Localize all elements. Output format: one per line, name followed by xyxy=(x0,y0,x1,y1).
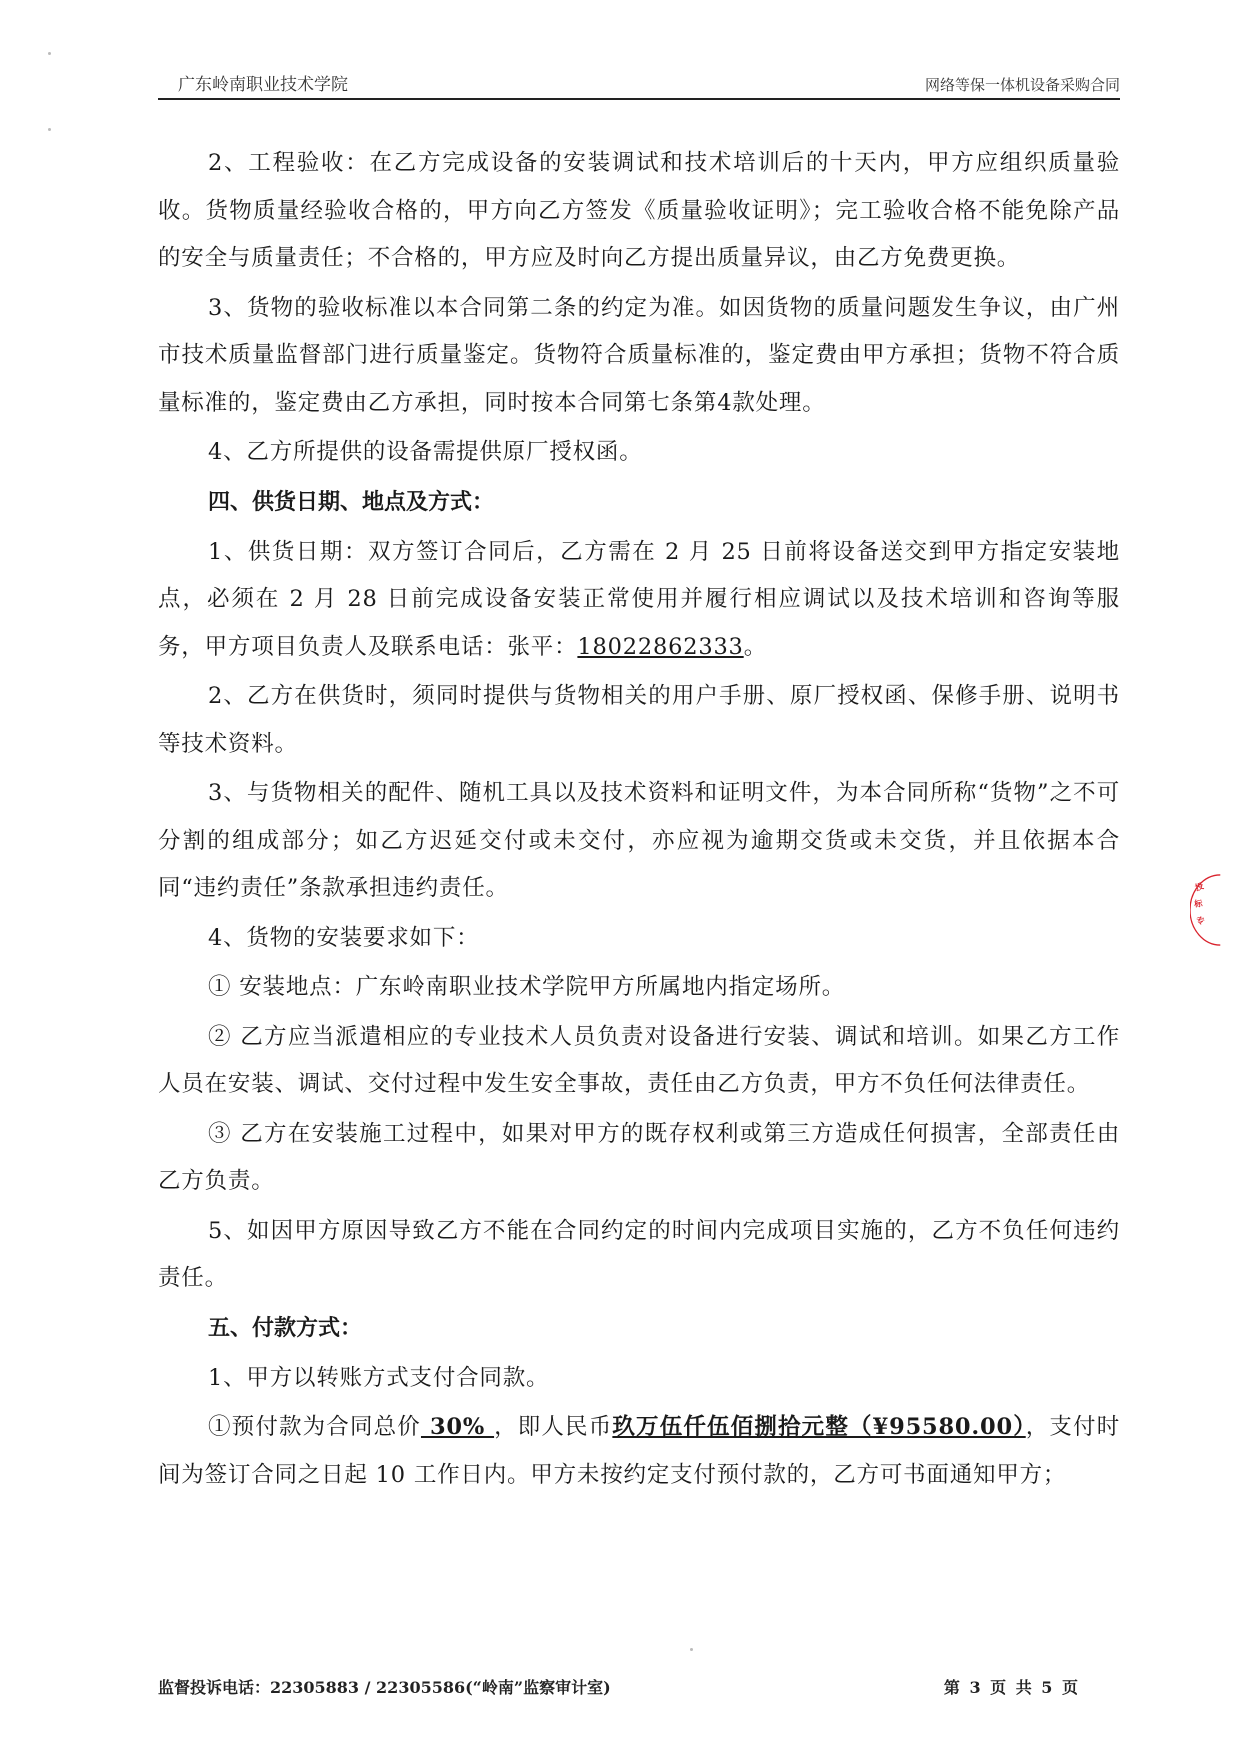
scan-speck xyxy=(48,128,51,131)
paragraph-accessories: 3、与货物相关的配件、随机工具以及技术资料和证明文件，为本合同所称“货物”之不可分割的组成部分；如乙方迟延交付或未交付，亦应视为逾期交货或未交货，并且依据本合同“违约责任”条款承担违约责任。 xyxy=(158,780,1120,901)
svg-text:投: 投 xyxy=(1193,880,1205,893)
header-institution: 广东岭南职业技术学院 xyxy=(178,75,348,95)
paragraph-authorization: 4、乙方所提供的设备需提供原厂授权函。 xyxy=(208,439,643,465)
delivery-date-end: 。 xyxy=(743,633,767,660)
paragraph-delivery-date xyxy=(158,529,1120,672)
footer-complaint-phone: 监督投诉电话：22305883 / 22305586(“岭南”监察审计室) xyxy=(158,1678,611,1697)
paragraph-acceptance-standard: 3、货物的验收标准以本合同第二条的约定为准。如因货物的质量问题发生争议，由广州市技术质量监督部门进行质量鉴定。货物符合质量标准的，鉴定费由甲方承担；货物不符合质量标准的，鉴定费由乙方承担，同时按本合同第七条第4款处理。 xyxy=(158,294,1120,416)
header-contract-title: 网络等保一体机设备采购合同 xyxy=(924,76,1120,94)
section-heading-delivery: 四、供货日期、地点及方式： xyxy=(208,489,495,515)
paragraph-install-personnel: ② 乙方应当派遣相应的专业技术人员负责对设备进行安装、调试和培训。如果乙方工作人员在安装、调试、交付过程中发生安全事故，责任由乙方负责，甲方不负任何法律责任。 xyxy=(158,1023,1120,1097)
contact-phone: 18022862333 xyxy=(577,633,744,660)
page-footer xyxy=(158,1675,1120,1705)
paragraph-payment-method: 1、甲方以转账方式支付合同款。 xyxy=(208,1364,550,1391)
section-heading-payment: 五、付款方式： xyxy=(208,1315,363,1341)
paragraph-install-damage: ③ 乙方在安装施工过程中，如果对甲方的既存权利或第三方造成任何损害，全部责任由乙方负责。 xyxy=(158,1120,1120,1194)
scan-speck xyxy=(690,1648,693,1651)
paragraph-documents: 2、乙方在供货时，须同时提供与货物相关的用户手册、原厂授权函、保修手册、说明书等技术资料。 xyxy=(158,683,1120,757)
svg-text:专: 专 xyxy=(1195,914,1206,927)
prepayment-text-a: ①预付款为合同总价 xyxy=(208,1414,421,1440)
paragraph-prepayment xyxy=(158,1404,1120,1499)
paragraph-install-requirements: 4、货物的安装要求如下： xyxy=(208,924,480,951)
page-header xyxy=(158,70,1120,100)
delivery-date-text: 1、供货日期：双方签订合同后，乙方需在 2 月 25 日前将设备送交到甲方指定安装地点，必须在 2 月 28 日前完成设备安装正常使用并履行相应调试以及技术培训和咨询等服务，甲方项目负责人及联系电话：张平： xyxy=(158,538,1120,660)
paragraph-acceptance: 2、工程验收：在乙方完成设备的安装调试和技术培训后的十天内，甲方应组织质量验收。货物质量经验收合格的，甲方向乙方签发《质量验收证明》；完工验收合格不能免除产品的安全与质量责任；不合格的，甲方应及时向乙方提出质量异议，由乙方免费更换。 xyxy=(158,150,1120,271)
document-body xyxy=(158,140,1120,1501)
prepayment-percent: 30% xyxy=(420,1414,495,1440)
footer-page-number: 第 3 页 共 5 页 xyxy=(943,1678,1080,1697)
paragraph-delay-exemption: 5、如因甲方原因导致乙方不能在合同约定的时间内完成项目实施的，乙方不负任何违约责任。 xyxy=(158,1217,1120,1291)
svg-text:标: 标 xyxy=(1193,898,1203,909)
scan-speck xyxy=(48,52,51,55)
prepayment-text-c: ，支付时间为签订合同之日起 10 工作日内。甲方未按约定支付预付款的，乙方可书面通知甲方； xyxy=(158,1414,1121,1488)
prepayment-text-b: ，即人民币 xyxy=(494,1414,613,1440)
paragraph-install-location: ① 安装地点：广东岭南职业技术学院甲方所属地内指定场所。 xyxy=(208,974,846,1000)
prepayment-amount: 玖万伍仟伍佰捌拾元整（¥95580.00） xyxy=(612,1414,1026,1440)
partial-red-seal-icon xyxy=(1190,790,1241,1030)
